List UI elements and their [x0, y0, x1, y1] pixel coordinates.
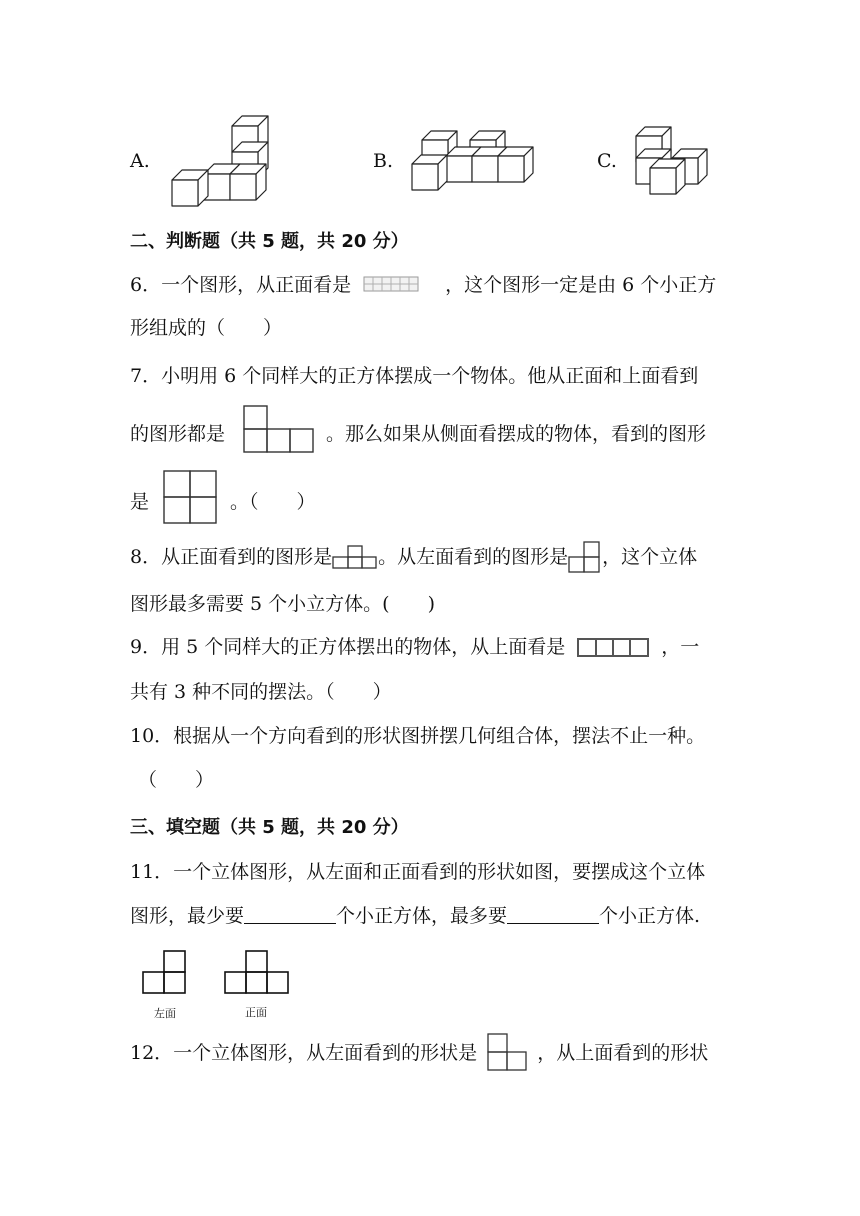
q11-line1: 11．一个立体图形，从左面和正面看到的形状如图，要摆成这个立体 — [130, 861, 706, 883]
q7-line3-b: 。（ ） — [230, 491, 316, 513]
cube — [412, 155, 447, 190]
option-b-label: B. — [373, 150, 394, 172]
q11-text-c: 个小正方体. — [599, 905, 701, 927]
q7-side-view-figure — [163, 470, 217, 524]
q6-text-b: ，这个图形一定是由 6 个小正方 — [445, 274, 717, 296]
q12-line1 — [130, 1041, 708, 1065]
q11-front-view-figure — [224, 950, 290, 994]
q7-line2-a: 的图形都是 — [130, 423, 226, 445]
q6-front-view-figure — [363, 276, 425, 294]
q12-text-b: ，从上面看到的形状 — [537, 1042, 709, 1064]
section3-heading: 三、填空题（共 5 题，共 20 分） — [130, 817, 409, 838]
q10-line2: （ ） — [138, 769, 215, 791]
q8-front-view-figure — [332, 545, 378, 569]
q8-line1 — [130, 545, 697, 569]
q11-min-blank[interactable] — [244, 905, 336, 924]
q11-front-caption: 正面 — [245, 1006, 267, 1019]
q9-line2: 共有 3 种不同的摆法。（ ） — [130, 681, 392, 703]
q11-max-blank[interactable] — [507, 905, 599, 924]
q8-text-c: ，这个立体 — [602, 546, 698, 568]
q7-front-top-view-figure — [243, 405, 315, 455]
option-a-label: A. — [130, 150, 150, 172]
q11-text-a: 图形，最少要 — [130, 905, 245, 927]
q6-line1 — [130, 273, 716, 297]
q8-left-view-figure — [568, 541, 602, 575]
q8-text-b: 。从左面看到的图形是 — [378, 546, 569, 568]
q9-text-b: ，一 — [661, 636, 700, 658]
q11-left-caption: 左面 — [154, 1007, 176, 1020]
q8-text-a: 8．从正面看到的图形是 — [130, 546, 333, 568]
q9-top-view-figure — [577, 637, 657, 659]
q12-text-a: 12．一个立体图形，从左面看到的形状是 — [130, 1042, 478, 1064]
q7-line2-b: 。那么如果从侧面看摆成的物体，看到的图形 — [326, 423, 707, 445]
cube — [172, 170, 208, 206]
q11-line2 — [130, 904, 700, 928]
q9-line1 — [130, 635, 699, 659]
option-c-figure — [632, 124, 722, 196]
q6-line2: 形组成的（ ） — [130, 317, 283, 339]
section2-heading: 二、判断题（共 5 题，共 20 分） — [130, 231, 409, 252]
q7-line1: 7．小明用 6 个同样大的正方体摆成一个物体。他从正面和上面看到 — [130, 365, 699, 387]
cube — [230, 164, 266, 200]
q7-line3-a: 是 — [130, 491, 150, 513]
q11-text-b: 个小正方体，最多要 — [336, 905, 508, 927]
option-c-label: C. — [597, 150, 617, 172]
option-b-figure — [410, 126, 530, 196]
q9-text-a: 9．用 5 个同样大的正方体摆出的物体，从上面看是 — [130, 636, 566, 658]
q11-left-view-figure — [142, 950, 188, 994]
cube — [650, 159, 685, 194]
q6-text-a: 6．一个图形，从正面看是 — [130, 274, 352, 296]
q12-left-view-figure — [487, 1033, 531, 1071]
cube — [498, 147, 533, 182]
option-a-figure — [168, 112, 278, 212]
q10-line1: 10．根据从一个方向看到的形状图拼摆几何组合体，摆法不止一种。 — [130, 725, 706, 747]
q8-line2: 图形最多需要 5 个小立方体。( ) — [130, 593, 435, 615]
